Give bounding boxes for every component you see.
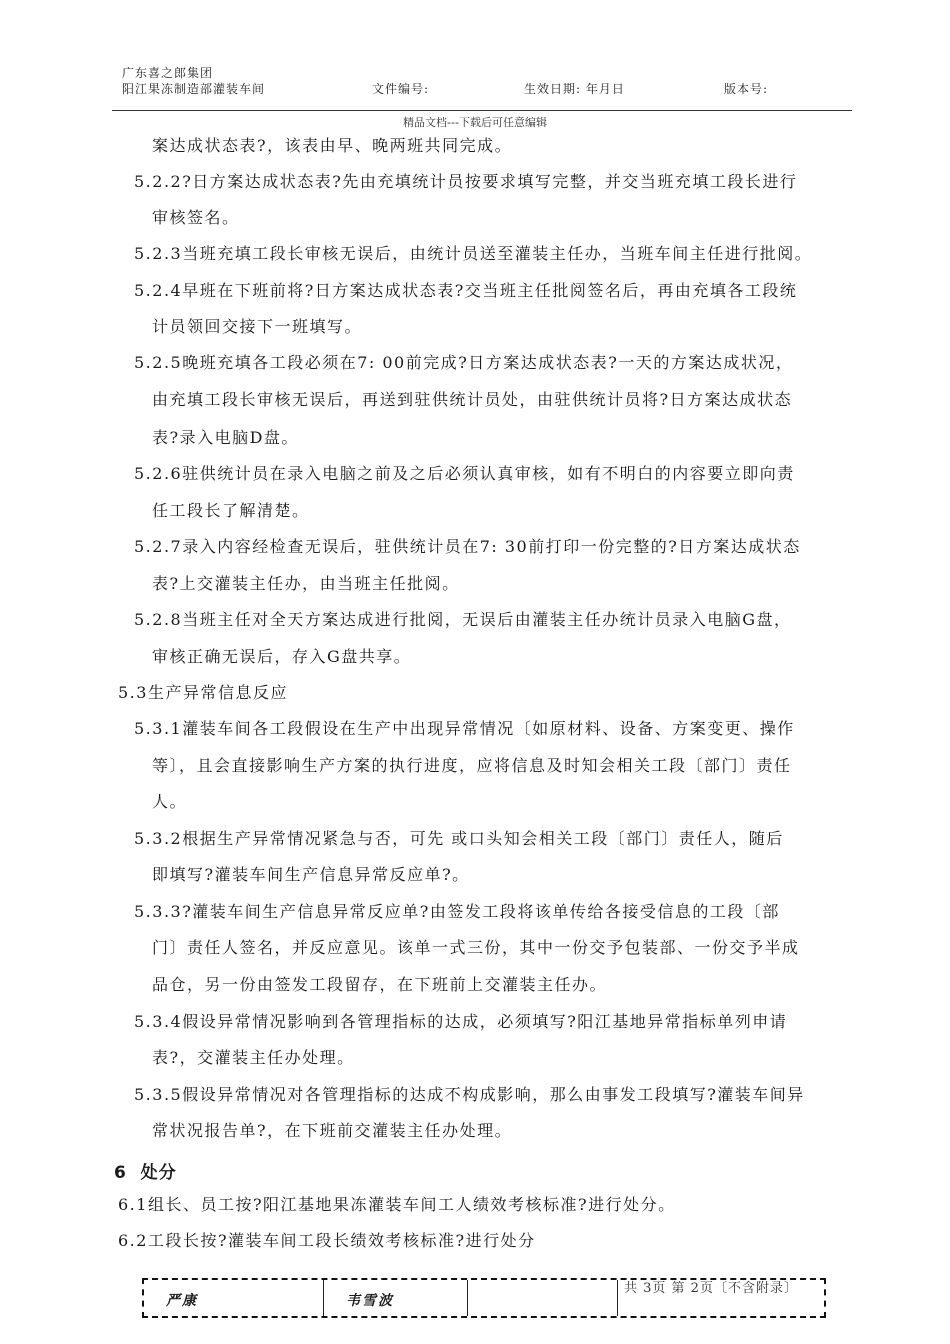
text-line: 6.1组长、员工按?阳江基地果冻灌装车间工人绩效考核标准?进行处分。	[118, 1195, 676, 1214]
doc-number-label: 文件编号:	[372, 82, 430, 96]
text-line: 5.2.6驻供统计员在录入电脑之前及之后必须认真审核，如有不明白的内容要立即向责	[134, 464, 795, 483]
section-6-heading: 6 处分	[114, 1163, 177, 1183]
signer-name: 韦雪波	[346, 1293, 394, 1309]
text-line: 表?，交灌装主任办处理。	[152, 1048, 355, 1067]
page-info-cell	[618, 1280, 820, 1316]
text-line: 5.3.2根据生产异常情况紧急与否，可先 或口头知会相关工段〔部门〕责任人，随后	[134, 829, 784, 848]
text-line: 5.3.1灌装车间各工段假设在生产中出现异常情况〔如原材料、设备、方案变更、操作	[134, 719, 795, 738]
department-name: 阳江果冻制造部灌装车间	[122, 82, 266, 96]
page-info: 共 3页 第 2页〔不含附录〕	[624, 1281, 798, 1296]
text-line: 由充填工段长审核无误后，再送到驻供统计员处，由驻供统计员将?日方案达成状态	[152, 390, 793, 409]
text-line: 人。	[152, 792, 188, 811]
watermark-note: 精品文档---下载后可任意编辑	[403, 116, 547, 129]
section-heading: 5.3生产异常信息反应	[118, 683, 288, 702]
text-line: 6.2工段长按?灌装车间工段长绩效考核标准?进行处分	[118, 1231, 536, 1250]
text-line: 5.3.4假设异常情况影响到各管理指标的达成，必须填写?阳江基地异常指标单列申请	[134, 1012, 788, 1031]
text-line: 5.2.7录入内容经检查无误后，驻供统计员在7: 30前打印一份完整的?日方案达成状态	[134, 537, 801, 556]
text-line: 案达成状态表?，该表由早、晚两班共同完成。	[152, 136, 513, 155]
effective-date-label: 生效日期: 年月日	[524, 82, 625, 96]
text-line: 表?上交灌装主任办，由当班主任批阅。	[152, 574, 460, 593]
text-line: 5.2.3当班充填工段长审核无误后，由统计员送至灌装主任办，当班车间主任进行批阅。	[134, 244, 813, 263]
text-line: 计员领回交接下一班填写。	[152, 317, 363, 336]
text-line: 常状况报告单?，在下班前交灌装主任办处理。	[152, 1121, 513, 1140]
text-line: 即填写?灌装车间生产信息异常反应单?。	[152, 865, 470, 884]
signature-cell-2	[324, 1280, 468, 1316]
text-line: 门〕责任人签名，并反应意见。该单一式三份，其中一份交予包装部、一份交予半成	[152, 938, 800, 957]
text-line: 表?录入电脑D盘。	[152, 428, 299, 447]
text-line: 5.3.5假设异常情况对各管理指标的达成不构成影响，那么由事发工段填写?灌装车间异	[134, 1085, 805, 1104]
text-line: 任工段长了解清楚。	[152, 501, 310, 520]
text-line: 审核签名。	[152, 208, 240, 227]
text-line: 5.2.5晚班充填各工段必须在7: 00前完成?日方案达成状态表?一天的方案达成状况，	[134, 353, 794, 372]
header-divider	[112, 110, 852, 111]
text-line: 5.2.2?日方案达成状态表?先由充填统计员按要求填写完整，并交当班充填工段长进行	[134, 172, 798, 191]
text-line: 5.2.8当班主任对全天方案达成进行批阅，无误后由灌装主任办统计员录入电脑G盘，	[134, 610, 792, 629]
signature-table	[142, 1278, 826, 1318]
signature-cell-3	[468, 1280, 618, 1316]
text-line: 品仓，另一份由签发工段留存，在下班前上交灌装主任办。	[152, 975, 608, 994]
signer-name: 严康	[166, 1293, 198, 1309]
text-line: 等〕，且会直接影响生产方案的执行进度，应将信息及时知会相关工段〔部门〕责任	[152, 756, 792, 775]
text-line: 5.3.3?灌装车间生产信息异常反应单?由签发工段将该单传给各接受信息的工段〔部	[134, 902, 780, 921]
company-name: 广东喜之郎集团	[122, 66, 214, 80]
signature-cell-1	[144, 1280, 324, 1316]
text-line: 审核正确无误后，存入G盘共享。	[152, 647, 412, 666]
text-line: 5.2.4早班在下班前将?日方案达成状态表?交当班主任批阅签名后，再由充填各工段统	[134, 281, 798, 300]
version-label: 版本号:	[724, 82, 769, 96]
